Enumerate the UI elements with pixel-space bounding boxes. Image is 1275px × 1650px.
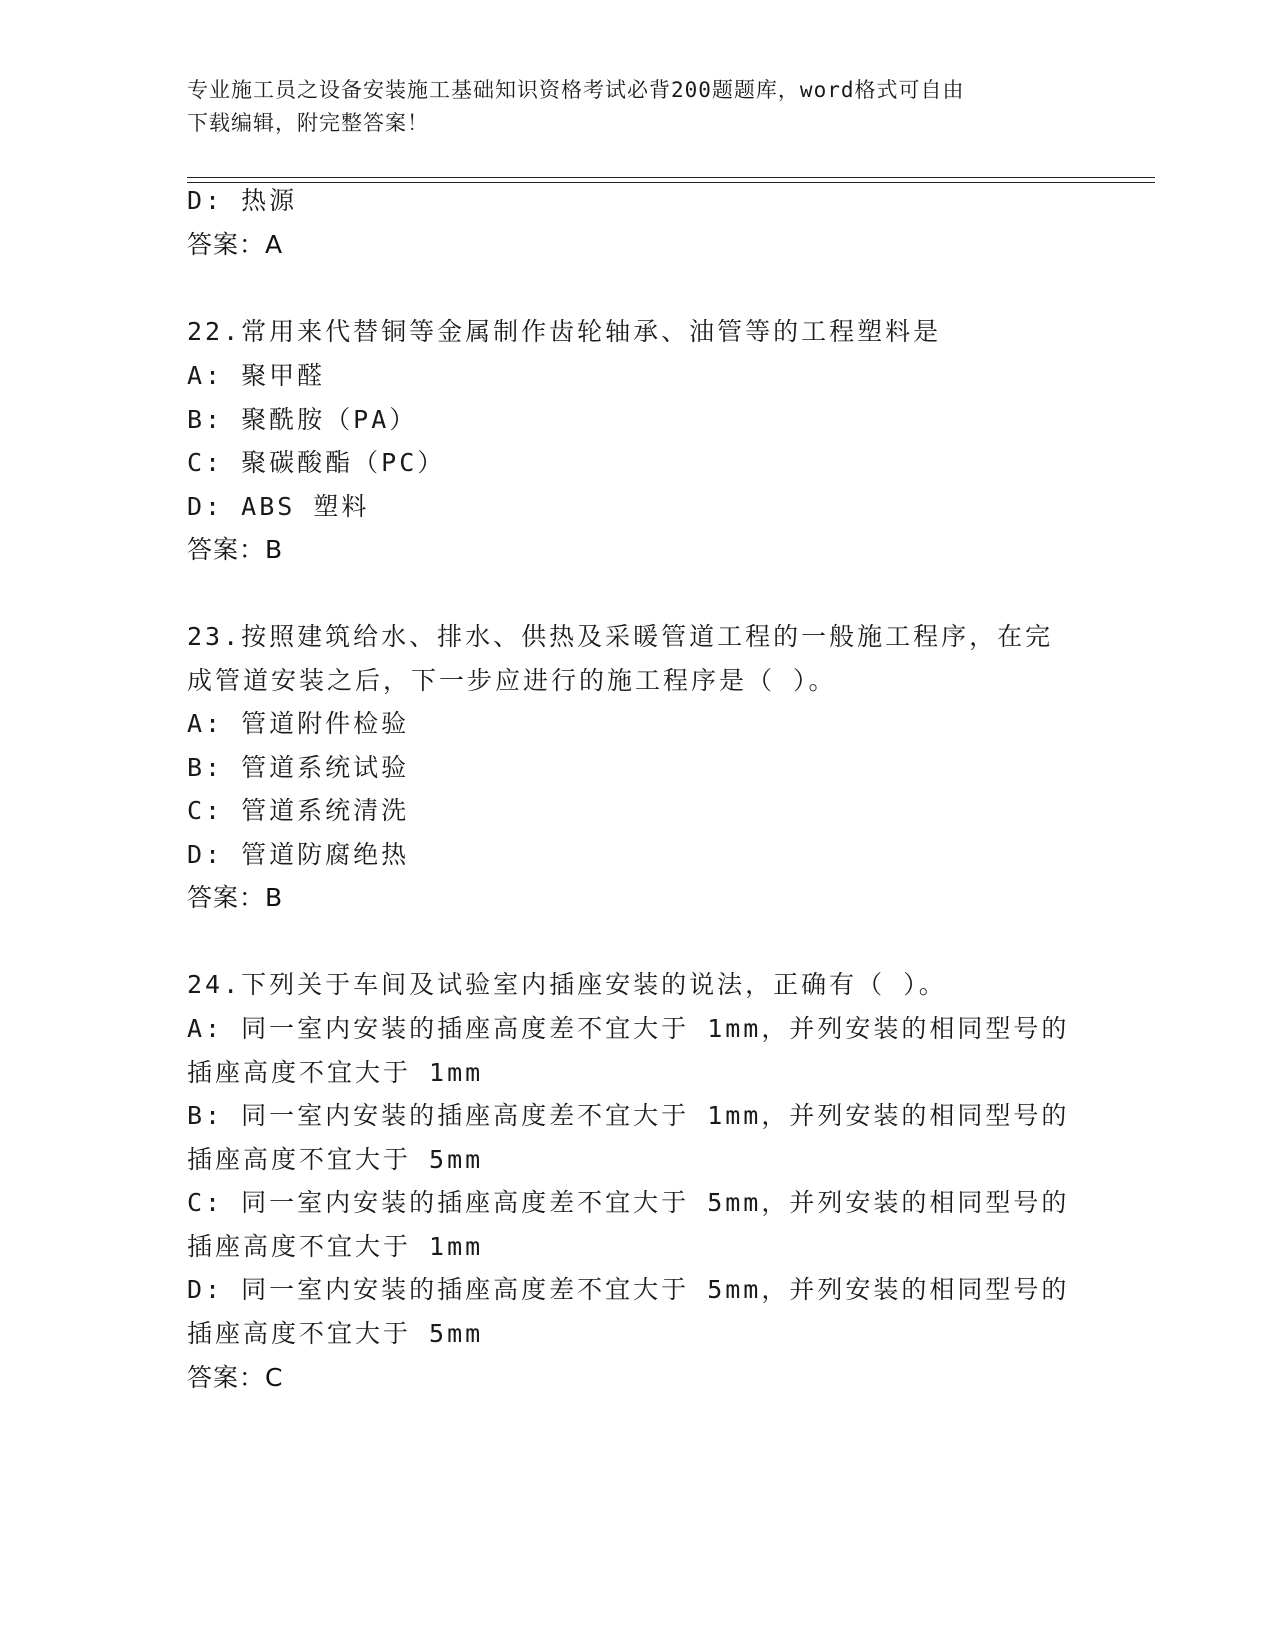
prev-option-d: D: 热源 <box>187 186 298 215</box>
q23-option-c: C: 管道系统清洗 <box>187 796 410 825</box>
q22-option-a: A: 聚甲醛 <box>187 361 326 390</box>
q24-option-c-line-1: C: 同一室内安装的插座高度差不宜大于 5mm，并列安装的相同型号的 <box>187 1188 1070 1217</box>
q23-stem-line-1: 23.按照建筑给水、排水、供热及采暖管道工程的一般施工程序，在完 <box>187 622 1054 651</box>
header-line-2: 下载编辑，附完整答案！ <box>187 111 429 135</box>
q22-stem: 22.常用来代替铜等金属制作齿轮轴承、油管等的工程塑料是 <box>187 317 942 346</box>
prev-answer: 答案：A <box>187 230 284 259</box>
q24-option-a-line-2: 插座高度不宜大于 1mm <box>187 1058 484 1087</box>
q22-answer: 答案：B <box>187 535 284 564</box>
q24-answer: 答案：C <box>187 1363 284 1392</box>
q23-stem-line-2: 成管道安装之后，下一步应进行的施工程序是（ ）。 <box>187 666 837 695</box>
q24-option-a-line-1: A: 同一室内安装的插座高度差不宜大于 1mm，并列安装的相同型号的 <box>187 1014 1070 1043</box>
document-header <box>187 74 1087 140</box>
header-divider-top <box>187 177 1155 178</box>
q24-option-c-line-2: 插座高度不宜大于 1mm <box>187 1232 484 1261</box>
q22-option-b: B: 聚酰胺（PA） <box>187 405 418 434</box>
q24-option-b-line-1: B: 同一室内安装的插座高度差不宜大于 1mm，并列安装的相同型号的 <box>187 1101 1070 1130</box>
header-divider-bottom <box>187 182 1155 183</box>
q22-option-d: D: ABS 塑料 <box>187 492 370 521</box>
q23-option-a: A: 管道附件检验 <box>187 709 410 738</box>
header-line-1: 专业施工员之设备安装施工基础知识资格考试必背200题题库，word格式可自由 <box>187 78 965 102</box>
q24-option-d-line-1: D: 同一室内安装的插座高度差不宜大于 5mm，并列安装的相同型号的 <box>187 1275 1070 1304</box>
q24-option-b-line-2: 插座高度不宜大于 5mm <box>187 1145 484 1174</box>
q23-option-b: B: 管道系统试验 <box>187 753 410 782</box>
q24-option-d-line-2: 插座高度不宜大于 5mm <box>187 1319 484 1348</box>
q24-stem: 24.下列关于车间及试验室内插座安装的说法，正确有（ ）。 <box>187 970 947 999</box>
q23-answer: 答案：B <box>187 883 284 912</box>
q22-option-c: C: 聚碳酸酯（PC） <box>187 448 446 477</box>
q23-option-d: D: 管道防腐绝热 <box>187 840 410 869</box>
